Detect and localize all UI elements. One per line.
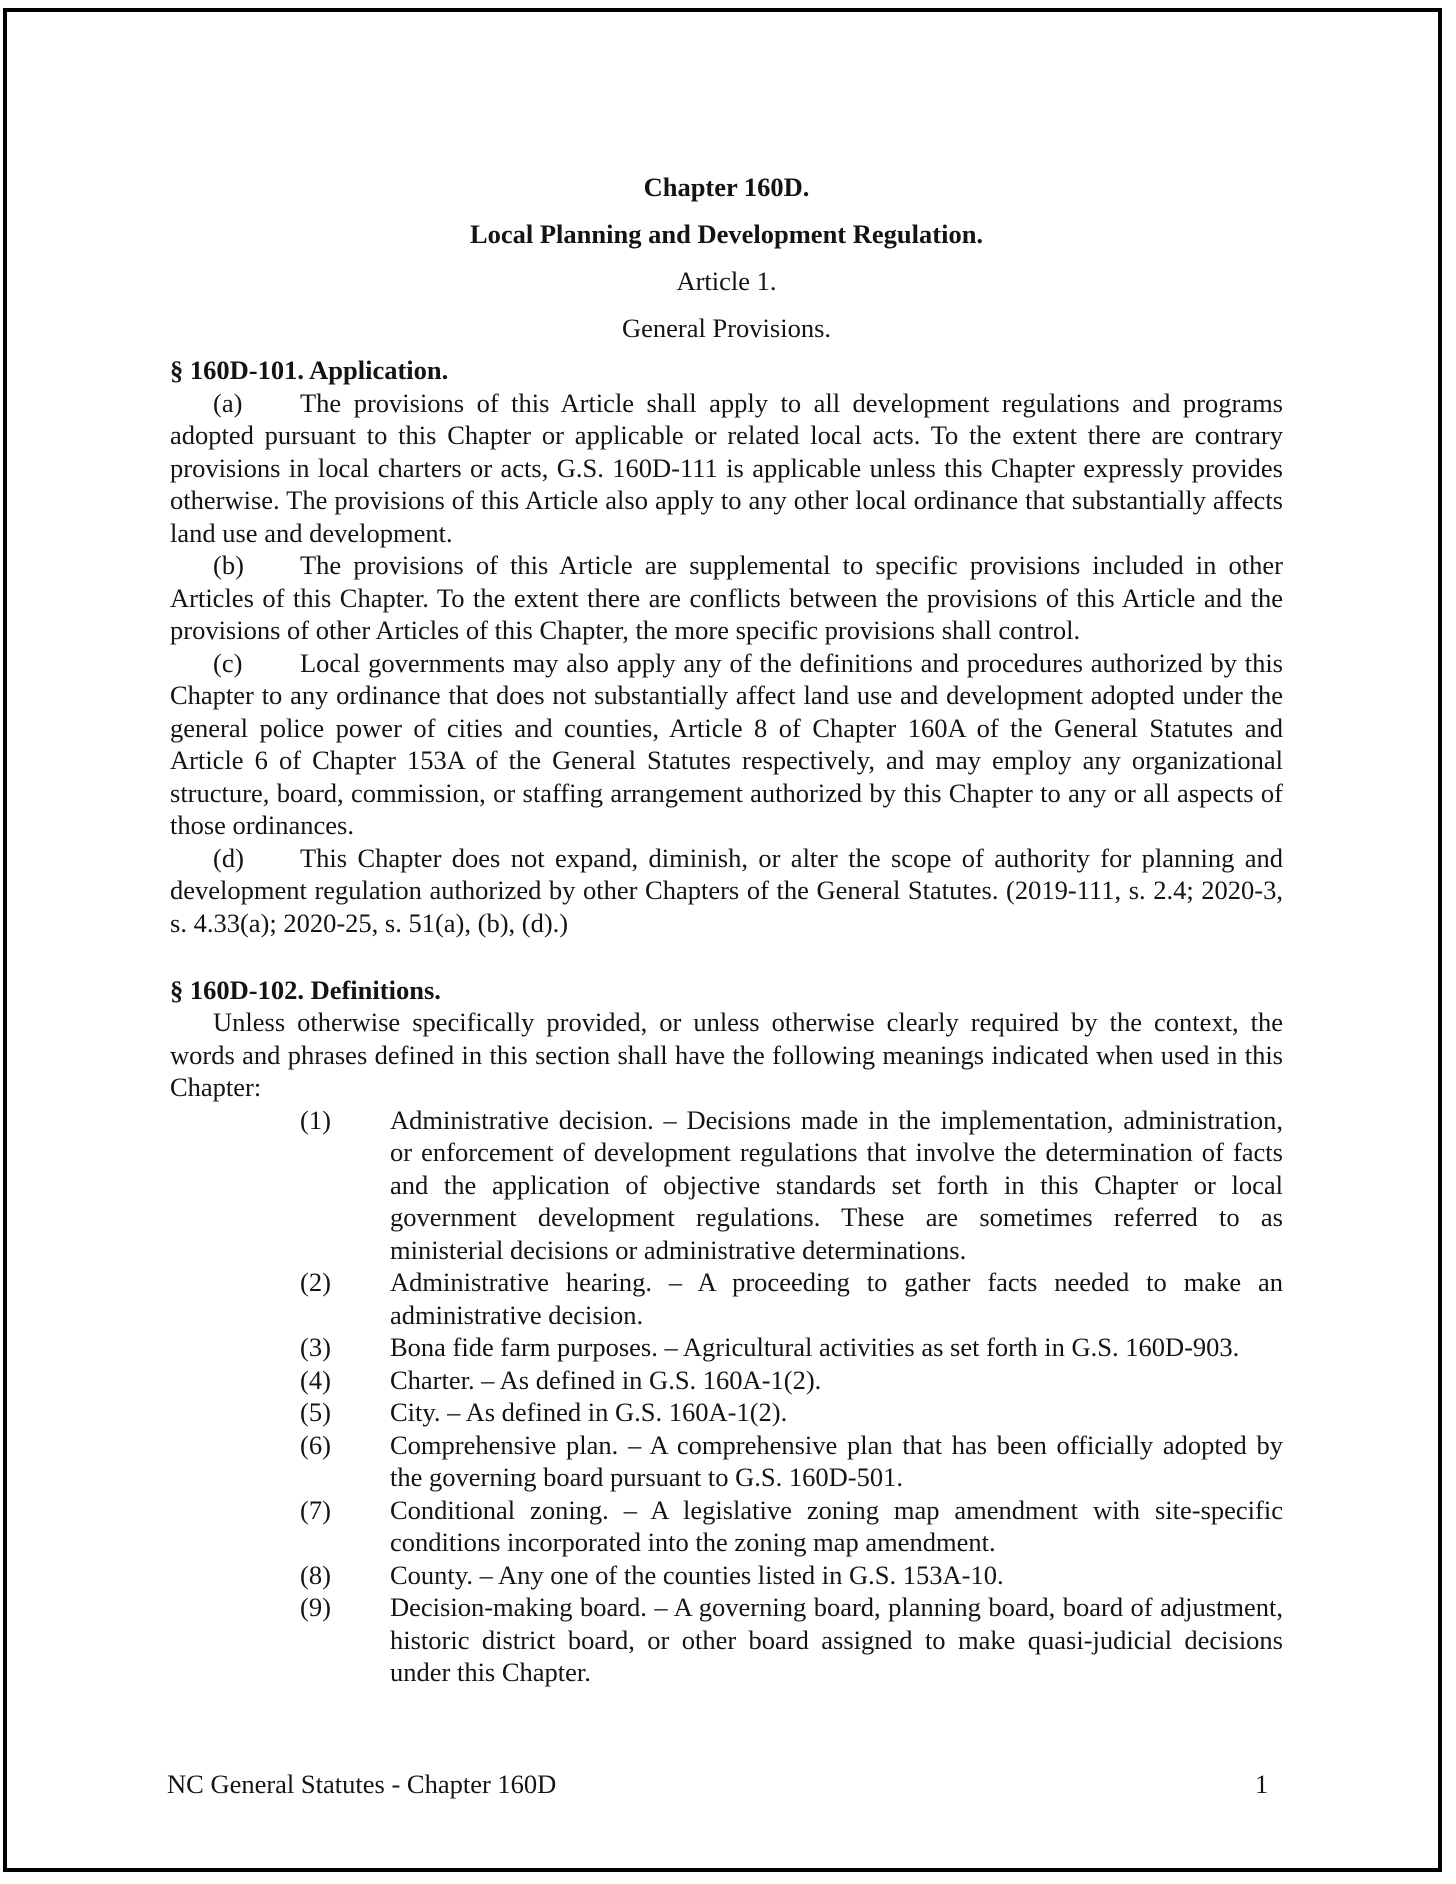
paragraph-label: (a) (213, 387, 243, 418)
definitions-list (170, 1104, 1283, 1689)
paragraph-text: The provisions of this Article are supplemental to specific provisions included in other Articles of this Chapter. To the extent there are conflicts between the provisions of this Article and the provisions of other Articles of this Chapter, the more specific provisions shall control. (170, 550, 1283, 645)
paragraph-text: The provisions of this Article shall apply to all development regulations and programs adopted pursuant to this Chapter or applicable or related local acts. To the extent there are contrary provisions in local charters or acts, G.S. 160D-111 is applicable unless this Chapter expressly provides otherwise. The provisions of this Article also apply to any other local ordinance that substantially affects land use and development. (170, 387, 1283, 548)
chapter-subtitle: Local Planning and Development Regulation. (469, 219, 984, 249)
definition-text: Comprehensive plan. – A comprehensive plan that has been officially adopted by the governing board pursuant to G.S. 160D-501. (390, 1429, 1283, 1492)
document-body (170, 164, 1283, 1689)
paragraph-label: (c) (213, 647, 243, 678)
definition-text: Charter. – As defined in G.S. 160A-1(2). (390, 1364, 822, 1395)
article-title: General Provisions. (621, 313, 832, 343)
definition-item (170, 1494, 1283, 1559)
definition-item (170, 1396, 1283, 1429)
section-spacer (170, 939, 1283, 972)
definition-item (170, 1559, 1283, 1592)
paragraph-label: (d) (213, 842, 244, 873)
definition-text: Decision-making board. – A governing board, planning board, board of adjustment, historic district board, or other board assigned to make quasi-judicial decisions under this Chapter. (390, 1592, 1283, 1687)
paragraph-d (170, 842, 1283, 940)
paragraph-c (170, 647, 1283, 842)
definition-number: (6) (300, 1429, 331, 1460)
paragraph-text: This Chapter does not expand, diminish, or alter the scope of authority for planning and development regulation authorized by other Chapters of the General Statutes. (2019-111, s. 2.4; 2020-3, s. 4.33(a); 2020-25, s. 51(a), (b), (d).) (170, 842, 1283, 938)
section-heading-101: § 160D-101. Application. (170, 355, 449, 385)
definition-text: County. – Any one of the counties listed in G.S. 153A-10. (390, 1559, 1004, 1590)
paragraph-label: (b) (213, 550, 244, 580)
article-number: Article 1. (676, 266, 777, 296)
definition-number: (1) (300, 1104, 331, 1135)
definition-number: (4) (300, 1364, 331, 1395)
definition-text: Bona fide farm purposes. – Agricultural activities as set forth in G.S. 160D-903. (390, 1332, 1240, 1362)
definition-text: City. – As defined in G.S. 160A-1(2). (390, 1397, 788, 1427)
footer-document-title: NC General Statutes - Chapter 160D (167, 1769, 557, 1799)
paragraph-b (170, 549, 1283, 647)
definition-number: (9) (300, 1592, 331, 1622)
definitions-intro: Unless otherwise specifically provided, or unless otherwise clearly required by the context, the words and phrases defined in this section shall have the following meanings indicated when used in this Chapter: (170, 1007, 1283, 1102)
definition-text: Conditional zoning. – A legislative zoning map amendment with site-specific conditions incorporated into the zoning map amendment. (390, 1494, 1283, 1557)
page-number: 1 (1255, 1769, 1269, 1799)
definition-text: Administrative hearing. – A proceeding to gather facts needed to make an administrative decision. (390, 1267, 1283, 1330)
chapter-title: Chapter 160D. (643, 172, 810, 202)
definition-item (170, 1104, 1283, 1267)
definition-text: Administrative decision. – Decisions made in the implementation, administration, or enforcement of development regulations that involve the determination of facts and the application of objective standards set forth in this Chapter or local government development regulations. These are sometimes referred to as ministerial decisions or administrative determinations. (390, 1104, 1283, 1265)
definition-number: (8) (300, 1559, 331, 1590)
definition-item (170, 1429, 1283, 1494)
definition-number: (2) (300, 1267, 331, 1297)
definition-item (170, 1331, 1283, 1364)
definition-number: (3) (300, 1332, 331, 1362)
definition-item (170, 1591, 1283, 1689)
definition-number: (7) (300, 1494, 331, 1525)
definition-number: (5) (300, 1397, 331, 1427)
definition-item (170, 1266, 1283, 1331)
definition-item (170, 1364, 1283, 1397)
section-heading-102: § 160D-102. Definitions. (170, 974, 441, 1005)
paragraph-a (170, 387, 1283, 550)
paragraph-text: Local governments may also apply any of the definitions and procedures authorized by this Chapter to any ordinance that does not substantially affect land use and development adopted under the general police power of cities and counties, Article 8 of Chapter 160A of the General Statutes and Article 6 of Chapter 153A of the General Statutes respectively, and may employ any organizational structure, board, commission, or staffing arrangement authorized by this Chapter to any or all aspects of those ordinances. (170, 647, 1283, 840)
